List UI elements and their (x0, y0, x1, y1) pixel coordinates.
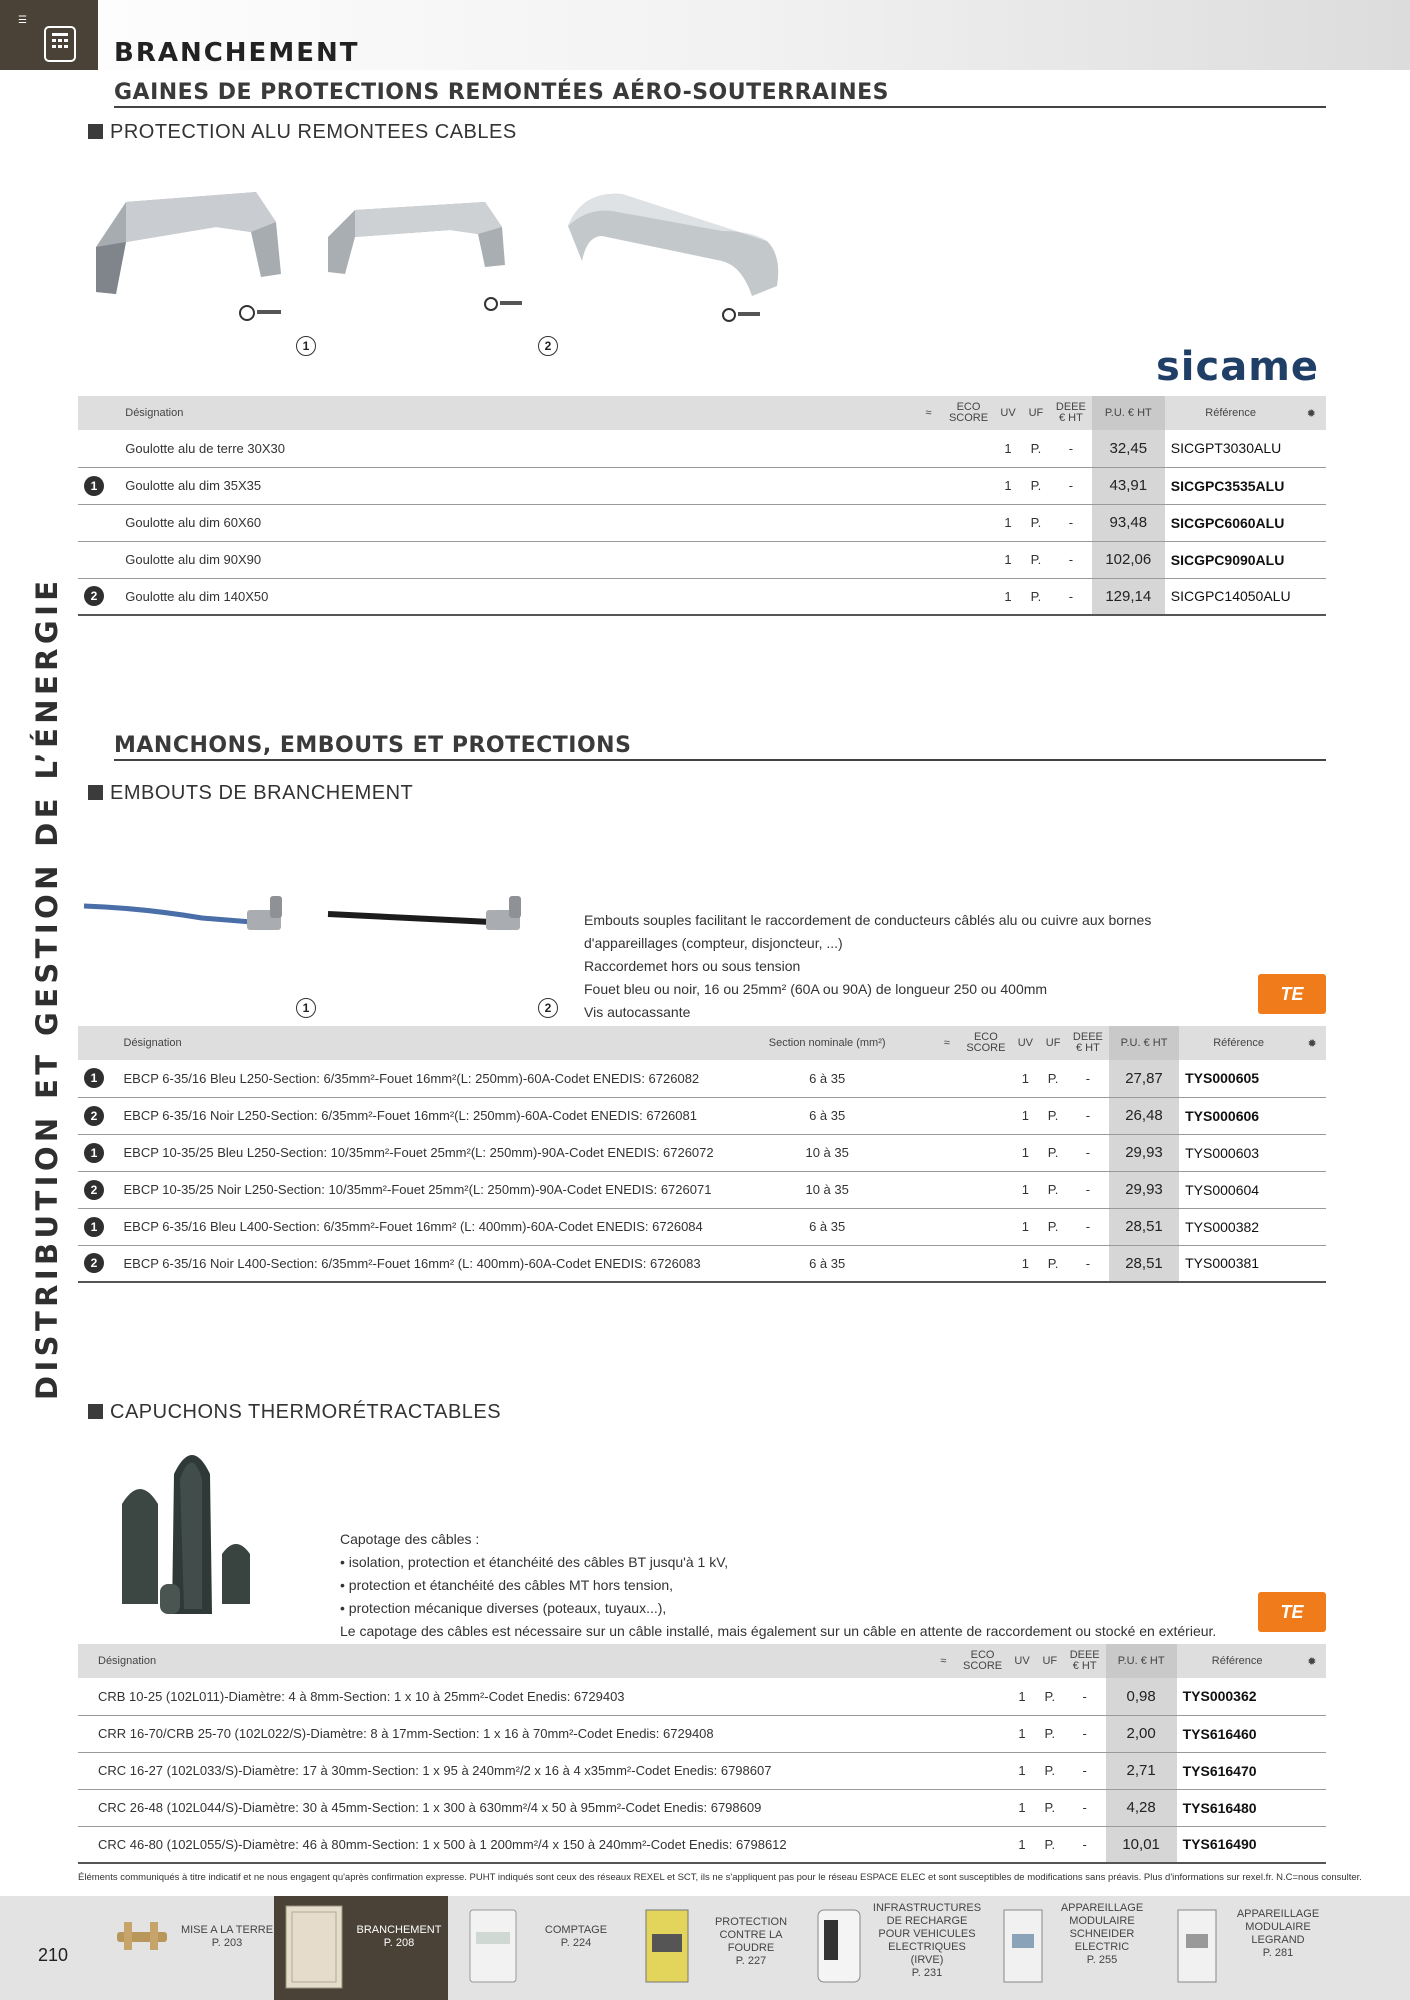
image-mark-1: 1 (296, 998, 316, 1018)
page-number: 210 (38, 1945, 69, 1965)
col-price: P.U. € HT (1106, 1644, 1177, 1678)
footer-item-comptage[interactable] (528, 1924, 624, 1950)
section2-title: MANCHONS, EMBOUTS ET PROTECTIONS (114, 733, 632, 758)
page-title: BRANCHEMENT (114, 38, 360, 68)
row-uv: 1 (1018, 1763, 1026, 1778)
row-uv: 1 (1018, 1688, 1026, 1704)
col-uv: UV (1017, 1037, 1033, 1049)
row-reference[interactable]: SICGPT3030ALU (1170, 440, 1282, 457)
footer-item-page: P. 227 (735, 1955, 767, 1967)
row-mark: 1 (84, 1217, 104, 1237)
menu-icon[interactable]: ☰ (18, 15, 27, 26)
section1-subtitle-text: PROTECTION ALU REMONTEES CABLES (110, 121, 517, 143)
table-row (78, 1678, 1326, 1715)
col-designation: Désignation (98, 1655, 157, 1667)
col-uv: UV (1014, 1655, 1030, 1667)
header-corner (0, 0, 98, 70)
table-row (78, 1752, 1326, 1789)
col-deee: DEEE € HT (1055, 401, 1086, 424)
schneider-module-thumbnail-icon (996, 1904, 1050, 1988)
section3-subtitle-text: CAPUCHONS THERMORÉTRACTABLES (110, 1401, 502, 1423)
row-deee: - (1085, 1108, 1091, 1123)
section2-subtitle-text: EMBOUTS DE BRANCHEMENT (110, 782, 414, 804)
row-uf: P. (1047, 1145, 1059, 1160)
row-price: 2,71 (1106, 1752, 1177, 1789)
row-reference[interactable]: TYS000605 (1185, 1070, 1260, 1087)
row-uv: 1 (1021, 1219, 1029, 1234)
row-uv: 1 (1018, 1726, 1026, 1741)
row-deee: - (1082, 1763, 1087, 1778)
image-mark-1: 1 (296, 336, 316, 356)
table-row (78, 504, 1326, 541)
footer-item-label: INFRASTRUCTURES DE RECHARGE POUR VEHICULES ELECTRIQUES (IRVE) (872, 1902, 982, 1966)
row-reference[interactable]: TYS000362 (1182, 1688, 1257, 1705)
row-uf: P. (1030, 588, 1042, 604)
product-image-capuchons (114, 1434, 274, 1624)
row-price: 29,93 (1109, 1171, 1179, 1208)
footer-item-mise-a-la-terre[interactable] (172, 1924, 282, 1950)
row-deee: - (1085, 1070, 1091, 1086)
row-price: 27,87 (1109, 1060, 1179, 1097)
description-line: Le capotage des câbles est nécessaire sur un câble installé, mais également sur un câble en attente de raccordement ou stocké en extérieur. (340, 1623, 1217, 1639)
footer-item-label: MISE A LA TERRE (180, 1924, 274, 1936)
table-row (78, 1060, 1326, 1097)
row-deee: - (1082, 1726, 1087, 1741)
row-designation: CRC 26-48 (102L044/S)-Diamètre: 30 à 45mm-Section: 1 x 300 à 630mm²/4 x 50 à 95mm²-Codet Enedis: 6798609 (98, 1800, 762, 1815)
col-reference: Référence (1213, 1037, 1264, 1049)
row-designation: CRC 16-27 (102L033/S)-Diamètre: 17 à 30mm-Section: 1 x 95 à 240mm²/2 x 16 à 4 x35mm²-Codet Enedis: 6798607 (98, 1763, 772, 1778)
row-uv: 1 (1004, 478, 1012, 493)
image-mark-2: 2 (538, 336, 558, 356)
row-uv: 1 (1018, 1800, 1026, 1815)
footer-item-branchement[interactable] (348, 1924, 450, 1950)
col-eco-score: ECO SCORE (963, 1649, 1003, 1672)
product-image-embout-black (326, 886, 546, 946)
col-deee: DEEE € HT (1069, 1649, 1100, 1672)
row-designation: EBCP 10-35/25 Bleu L250-Section: 10/35mm²-Fouet 25mm²(L: 250mm)-90A-Codet ENEDIS: 6726072 (123, 1145, 714, 1160)
row-price: 4,28 (1106, 1789, 1177, 1826)
section3-description (340, 1528, 1216, 1643)
row-designation: Goulotte alu dim 35X35 (125, 478, 262, 493)
row-reference[interactable]: TYS616490 (1182, 1836, 1257, 1853)
cabinet-thumbnail-icon (282, 1902, 346, 1992)
row-mark: 1 (84, 1143, 104, 1163)
row-price: 28,51 (1109, 1245, 1179, 1282)
section3-table (78, 1644, 1326, 1864)
description-line: Fouet bleu ou noir, 16 ou 25mm² (60A ou 90A) de longueur 250 ou 400mm (584, 981, 1048, 997)
row-designation: EBCP 6-35/16 Noir L400-Section: 6/35mm²-Fouet 16mm² (L: 400mm)-60A-Codet ENEDIS: 6726083 (123, 1255, 701, 1271)
footer-item-page: P. 231 (911, 1967, 943, 1979)
row-designation: Goulotte alu dim 140X50 (125, 588, 269, 604)
row-uf: P. (1030, 552, 1042, 567)
row-uf: P. (1030, 515, 1042, 530)
row-uf: P. (1030, 478, 1042, 493)
row-deee: - (1068, 478, 1074, 493)
row-uf: P. (1044, 1800, 1056, 1815)
row-designation: CRC 46-80 (102L055/S)-Diamètre: 46 à 80mm-Section: 1 x 500 à 1 200mm²/4 x 150 à 240mm²-Codet Enedis: 6798612 (98, 1836, 787, 1852)
col-uv: UV (1000, 407, 1016, 419)
row-mark: 2 (84, 586, 104, 606)
ev-charger-thumbnail-icon (812, 1904, 866, 1988)
col-reference: Référence (1211, 1655, 1263, 1667)
col-reference: Référence (1205, 407, 1257, 419)
col-price: P.U. € HT (1092, 396, 1165, 430)
row-uv: 1 (1004, 515, 1012, 530)
sicame-logo: sicame (1156, 344, 1320, 390)
section2-rule (114, 759, 1326, 761)
footer-item-page: P. 281 (1262, 1947, 1294, 1959)
row-mark: 1 (84, 1068, 104, 1088)
row-section: 6 à 35 (809, 1070, 846, 1086)
gear-icon[interactable]: ✹ (1306, 407, 1316, 420)
product-image-embout-blue (82, 888, 302, 948)
row-designation: CRR 16-70/CRB 25-70 (102L022/S)-Diamètre: 8 à 17mm-Section: 1 x 16 à 70mm²-Codet Enedis: 6729408 (98, 1726, 714, 1741)
description-line: • protection et étanchéité des câbles MT hors tension, (340, 1577, 674, 1593)
table-row (78, 1171, 1326, 1208)
table-row (78, 1715, 1326, 1752)
section1-rule (114, 106, 1326, 108)
row-reference[interactable]: SICGPC9090ALU (1170, 551, 1285, 568)
row-uv: 1 (1021, 1182, 1029, 1197)
footer-item-page: P. 224 (560, 1937, 592, 1949)
row-section: 6 à 35 (809, 1108, 846, 1123)
product-image-goulotte-2 (320, 192, 530, 317)
row-price: 43,91 (1092, 467, 1165, 504)
wifi-icon: ≈ (940, 1655, 947, 1667)
footer-item-protection-foudre[interactable] (700, 1916, 802, 1968)
row-designation: EBCP 10-35/25 Noir L250-Section: 10/35mm²-Fouet 25mm²(L: 250mm)-90A-Codet ENEDIS: 6726071 (123, 1182, 712, 1197)
row-designation: EBCP 6-35/16 Bleu L250-Section: 6/35mm²-Fouet 16mm²(L: 250mm)-60A-Codet ENEDIS: 6726082 (123, 1070, 700, 1086)
col-price: P.U. € HT (1109, 1026, 1179, 1060)
table-header-row (78, 396, 1326, 430)
col-section: Section nominale (mm²) (768, 1037, 886, 1049)
row-uf: P. (1047, 1108, 1059, 1123)
row-deee: - (1068, 588, 1074, 604)
footer-item-label: PROTECTION CONTRE LA FOUDRE (714, 1916, 788, 1954)
description-line: Vis autocassante (584, 1004, 691, 1020)
row-deee: - (1082, 1836, 1087, 1852)
row-uf: P. (1047, 1219, 1059, 1234)
footer-item-label: APPAREILLAGE MODULAIRE SCHNEIDER ELECTRIC (1060, 1902, 1144, 1953)
description-line: Raccordemet hors ou sous tension (584, 958, 801, 974)
footer-item-page: P. 255 (1086, 1954, 1118, 1966)
footer-item-label: BRANCHEMENT (356, 1924, 442, 1936)
meter-thumbnail-icon (466, 1906, 520, 1986)
table-row (78, 1097, 1326, 1134)
row-deee: - (1085, 1145, 1091, 1160)
row-uf: P. (1044, 1726, 1056, 1741)
row-deee: - (1068, 552, 1074, 567)
row-uv: 1 (1018, 1836, 1026, 1852)
row-reference[interactable]: TYS000606 (1185, 1107, 1260, 1124)
te-logo: TE (1258, 1592, 1326, 1632)
row-designation: Goulotte alu dim 60X60 (125, 515, 262, 530)
description-line: Embouts souples facilitant le raccordement de conducteurs câblés alu ou cuivre aux bornes (584, 912, 1152, 928)
product-image-goulotte-1 (86, 182, 296, 332)
row-deee: - (1082, 1688, 1087, 1704)
row-uf: P. (1044, 1836, 1056, 1852)
row-reference[interactable]: TYS616460 (1182, 1725, 1257, 1742)
footer-item-legrand[interactable] (1226, 1908, 1330, 1960)
section1-subtitle (88, 121, 517, 144)
row-designation: EBCP 6-35/16 Noir L250-Section: 6/35mm²-Fouet 16mm²(L: 250mm)-60A-Codet ENEDIS: 6726081 (123, 1108, 697, 1123)
gear-icon[interactable]: ✹ (1307, 1655, 1317, 1668)
table-row (78, 467, 1326, 504)
col-eco-score: ECO SCORE (948, 401, 989, 424)
row-reference[interactable]: SICGPC14050ALU (1170, 588, 1291, 605)
row-deee: - (1085, 1182, 1091, 1197)
row-section: 10 à 35 (805, 1182, 849, 1197)
row-mark: 2 (84, 1253, 104, 1273)
section2-description (584, 909, 1151, 1024)
row-uf: P. (1047, 1255, 1059, 1271)
col-uf: UF (1042, 1655, 1058, 1667)
row-price: 32,45 (1092, 430, 1165, 467)
row-price: 2,00 (1106, 1715, 1177, 1752)
table-row (78, 1826, 1326, 1863)
row-reference[interactable]: TYS000382 (1185, 1218, 1260, 1235)
col-designation: Désignation (125, 407, 184, 419)
row-price: 28,51 (1109, 1208, 1179, 1245)
footnote: Éléments communiqués à titre indicatif et ne nous engagent qu'après confirmation expresse. PUHT indiqués sont ceux des réseaux REXEL et SCT, ils ne s'appliquent pas pour le réseau ESPACE ELEC et sont susceptibles de modifications sans préavis. Plus d'informations sur rexel.fr. N.C=nous consulter. (78, 1872, 1362, 1883)
table-row (78, 578, 1326, 615)
col-designation: Désignation (123, 1037, 182, 1049)
product-image-goulotte-3 (562, 186, 792, 326)
row-price: 26,48 (1109, 1097, 1179, 1134)
row-reference[interactable]: SICGPC6060ALU (1170, 514, 1285, 531)
row-uv: 1 (1004, 588, 1012, 604)
table-row (78, 1789, 1326, 1826)
row-mark: 2 (84, 1106, 104, 1126)
footer-item-irve[interactable] (872, 1902, 982, 1980)
row-uf: P. (1044, 1688, 1056, 1704)
row-reference[interactable]: TYS616480 (1182, 1799, 1257, 1816)
footer-item-schneider[interactable] (1050, 1902, 1154, 1967)
row-reference[interactable]: TYS000604 (1185, 1181, 1260, 1198)
footer-item-page: P. 208 (383, 1937, 415, 1949)
wifi-icon: ≈ (925, 407, 932, 419)
row-price: 129,14 (1092, 578, 1165, 615)
table-row (78, 1245, 1326, 1282)
row-uv: 1 (1021, 1145, 1029, 1160)
row-price: 10,01 (1106, 1826, 1177, 1863)
row-uv: 1 (1021, 1255, 1029, 1271)
row-deee: - (1085, 1219, 1091, 1234)
row-uf: P. (1047, 1070, 1059, 1086)
row-deee: - (1082, 1800, 1087, 1815)
row-reference[interactable]: SICGPC3535ALU (1170, 477, 1285, 494)
section2-table (78, 1026, 1326, 1283)
table-row (78, 541, 1326, 578)
row-deee: - (1068, 440, 1074, 456)
row-section: 6 à 35 (809, 1255, 846, 1271)
col-uf: UF (1028, 407, 1044, 419)
table-header-row (78, 1026, 1326, 1060)
row-designation: CRB 10-25 (102L011)-Diamètre: 4 à 8mm-Section: 1 x 10 à 25mm²-Codet Enedis: 6729403 (98, 1688, 625, 1704)
row-deee: - (1085, 1255, 1091, 1271)
row-uv: 1 (1004, 552, 1012, 567)
catalog-icon (44, 26, 76, 62)
description-line: Capotage des câbles : (340, 1531, 480, 1547)
row-designation: Goulotte alu dim 90X90 (125, 552, 262, 567)
footer-item-page: P. 203 (211, 1937, 243, 1949)
section2-subtitle (88, 782, 413, 805)
description-line: • isolation, protection et étanchéité des câbles BT jusqu'à 1 kV, (340, 1554, 729, 1570)
row-uf: P. (1047, 1182, 1059, 1197)
section1-title: GAINES DE PROTECTIONS REMONTÉES AÉRO-SOUTERRAINES (114, 80, 890, 105)
col-eco-score: ECO SCORE (966, 1031, 1006, 1054)
row-designation: EBCP 6-35/16 Bleu L400-Section: 6/35mm²-Fouet 16mm² (L: 400mm)-60A-Codet ENEDIS: 6726084 (123, 1219, 703, 1234)
row-uv: 1 (1004, 440, 1012, 456)
row-mark: 1 (84, 476, 104, 496)
row-price: 29,93 (1109, 1134, 1179, 1171)
gear-icon[interactable]: ✹ (1307, 1037, 1317, 1050)
section3-subtitle (88, 1401, 501, 1424)
legrand-module-thumbnail-icon (1170, 1904, 1224, 1988)
description-line: • protection mécanique diverses (poteaux, tuyaux...), (340, 1600, 667, 1616)
footer-item-label: APPAREILLAGE MODULAIRE LEGRAND (1236, 1908, 1320, 1946)
row-price: 0,98 (1106, 1678, 1177, 1715)
table-row (78, 1134, 1326, 1171)
table-row (78, 430, 1326, 467)
row-reference[interactable]: TYS000381 (1185, 1255, 1260, 1272)
description-line: d'appareillages (compteur, disjoncteur, ...) (584, 935, 843, 951)
row-uv: 1 (1021, 1070, 1029, 1086)
row-reference[interactable]: TYS000603 (1185, 1144, 1260, 1161)
row-mark: 2 (84, 1180, 104, 1200)
footer-item-label: COMPTAGE (544, 1924, 608, 1936)
wifi-icon: ≈ (943, 1037, 950, 1049)
surge-protector-thumbnail-icon (640, 1904, 694, 1988)
row-price: 102,06 (1092, 541, 1165, 578)
row-uf: P. (1044, 1763, 1056, 1778)
side-category-label: DISTRIBUTION ET GESTION DE L’ÉNERGIE (30, 576, 64, 1400)
section1-table (78, 396, 1326, 616)
table-header-row (78, 1644, 1326, 1678)
table-row (78, 1208, 1326, 1245)
row-reference[interactable]: TYS616470 (1182, 1762, 1257, 1779)
earthing-thumbnail-icon (112, 1912, 172, 1962)
col-uf: UF (1045, 1037, 1061, 1049)
row-section: 10 à 35 (805, 1145, 849, 1160)
row-deee: - (1068, 515, 1074, 530)
row-uv: 1 (1021, 1108, 1029, 1123)
image-mark-2: 2 (538, 998, 558, 1018)
te-logo: TE (1258, 974, 1326, 1014)
col-deee: DEEE € HT (1072, 1031, 1103, 1054)
row-section: 6 à 35 (809, 1219, 846, 1234)
row-uf: P. (1030, 440, 1042, 456)
row-price: 93,48 (1092, 504, 1165, 541)
row-designation: Goulotte alu de terre 30X30 (125, 440, 285, 456)
